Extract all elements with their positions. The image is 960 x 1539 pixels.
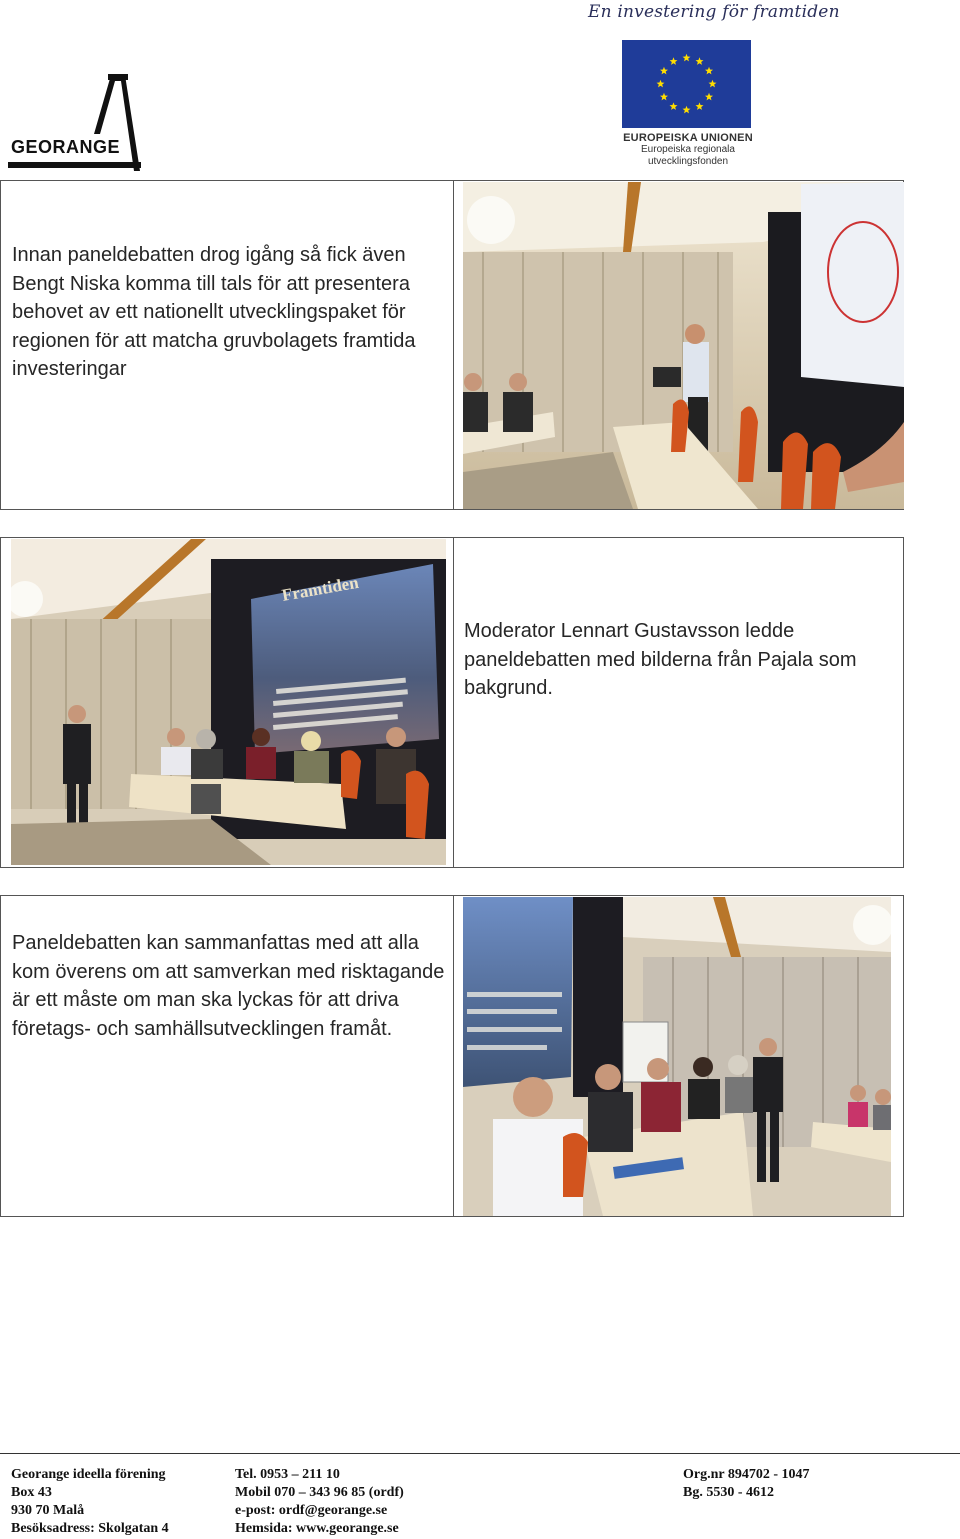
georange-logo	[8, 72, 148, 172]
org-name: Georange ideella förening	[11, 1467, 166, 1482]
table-row	[0, 180, 904, 510]
audience-photo	[463, 897, 891, 1216]
eu-union-label: EUROPEISKA UNIONEN	[623, 132, 753, 144]
bankgiro: Bg. 5530 - 4612	[683, 1485, 774, 1500]
panel-debate-photo	[11, 539, 446, 865]
mobile: Mobil 070 – 343 96 85 (ordf)	[235, 1485, 404, 1500]
tagline: En investering för framtiden	[588, 2, 840, 22]
email[interactable]: e-post: ordf@georange.se	[235, 1503, 388, 1518]
caption-summary: Paneldebatten kan sammanfattas med att alla kom överens om att samverkan med risktagande är ett måste om man ska lyckas för att driva företags- och samhällsutvecklingen framåt.	[12, 932, 445, 1040]
caption-bengt-niska: Innan paneldebatten drog igång så fick även Bengt Niska komma till tals för att presentera behovet av ett nationellt utvecklingspaket för regionen för att matcha gruvbolagets framtida investeringar	[12, 244, 416, 380]
footer-divider	[0, 1453, 960, 1454]
eu-flag-icon	[622, 40, 751, 128]
org-number: Org.nr 894702 - 1047	[683, 1467, 810, 1482]
phone: Tel. 0953 – 211 10	[235, 1467, 340, 1482]
eu-fund-label-2: utvecklingsfonden	[647, 156, 729, 167]
slide-title: Framtiden	[280, 572, 360, 605]
website[interactable]: Hemsida: www.georange.se	[235, 1521, 399, 1536]
logo-text: GEORANGE	[11, 137, 121, 157]
footer-col-registration	[683, 1466, 810, 1502]
caption-moderator: Moderator Lennart Gustavsson ledde paneldebatten med bilderna från Pajala som bakgrund.	[464, 620, 857, 699]
postal-code: 930 70 Malå	[11, 1503, 85, 1518]
footer-col-address	[11, 1466, 169, 1538]
eu-fund-label-1: Europeiska regionala	[641, 144, 735, 155]
speaker-at-podium-photo	[463, 182, 904, 509]
visit-address: Besöksadress: Skolgatan 4	[11, 1521, 169, 1536]
table-row	[0, 537, 904, 868]
footer-col-contact	[235, 1466, 404, 1538]
table-row	[0, 895, 904, 1217]
postal-box: Box 43	[11, 1485, 52, 1500]
